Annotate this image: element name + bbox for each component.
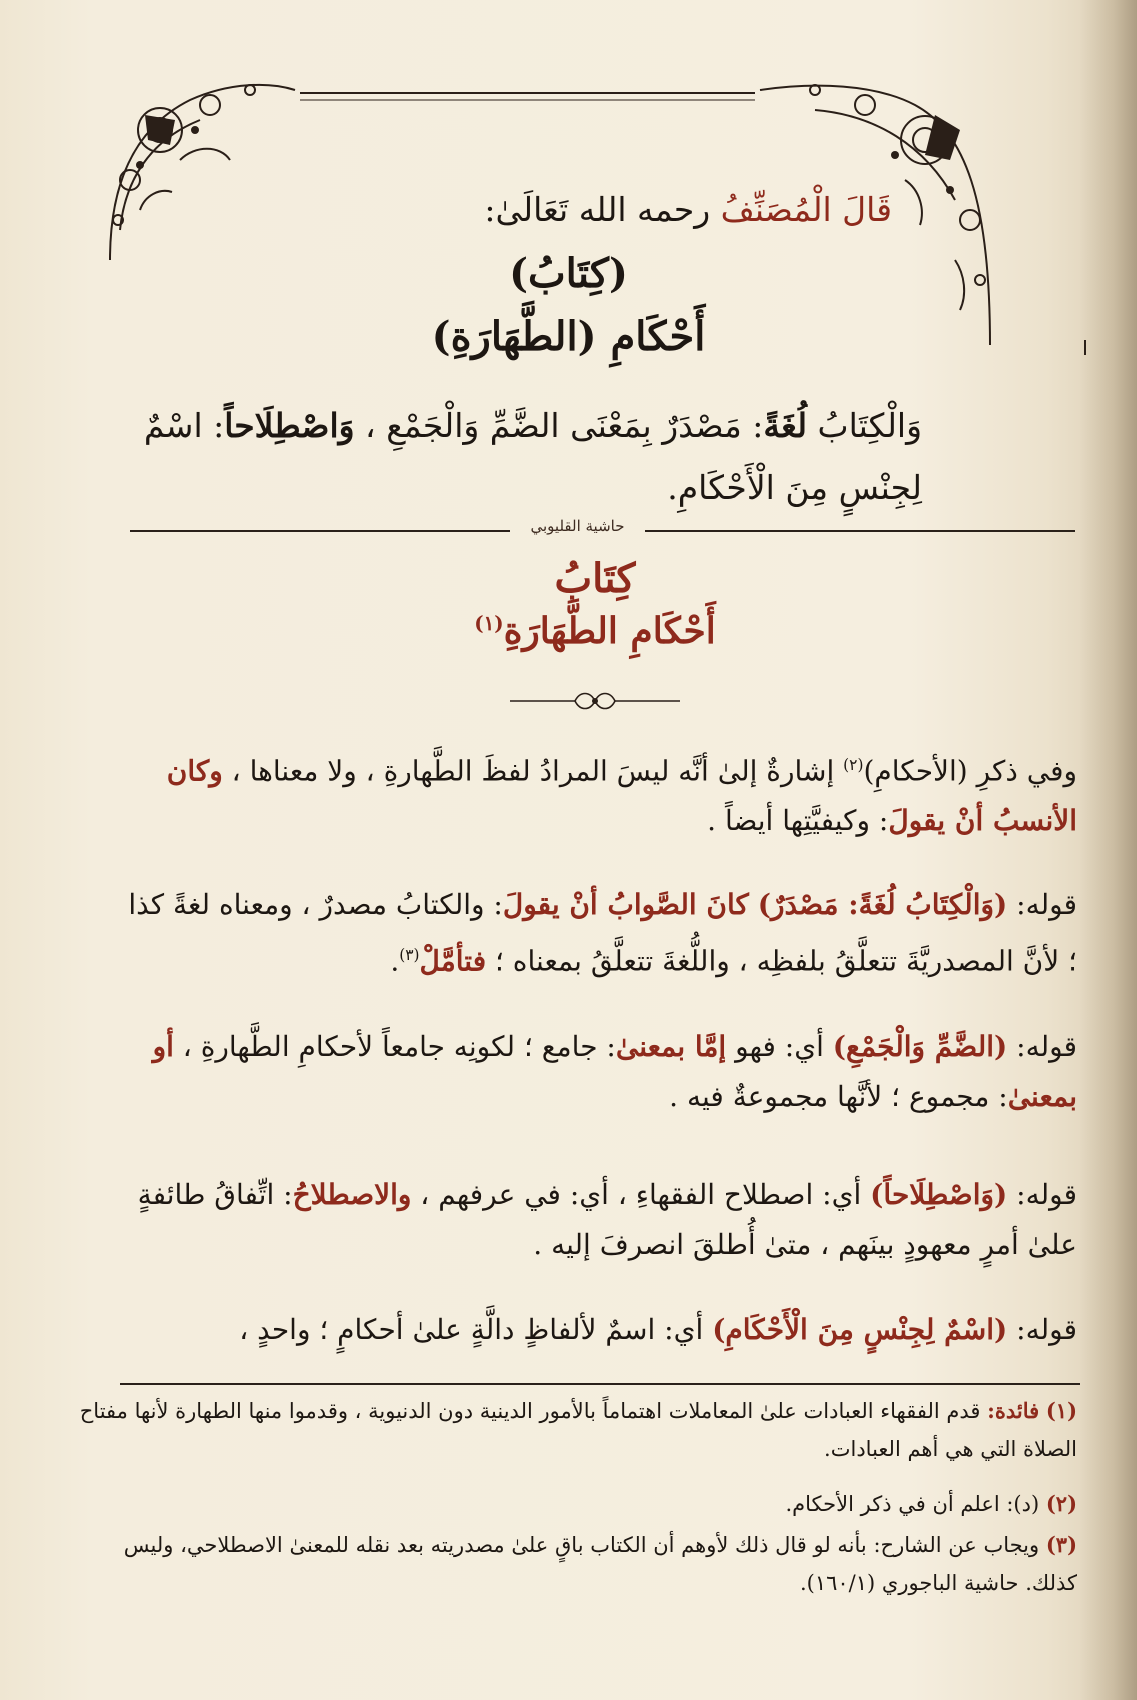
hashiya-paragraph-5 [127, 1305, 1077, 1355]
flourish-ornament-icon [505, 688, 685, 714]
intro-suffix: رحمه الله تَعَالَىٰ: [484, 190, 721, 229]
p3-g: : مجموع ؛ لأنَّها مجموعةٌ فيه . [669, 1080, 1008, 1113]
p2-g: . [390, 944, 400, 978]
p1-c: وكان الأنسبُ أنْ يقولَ [166, 754, 1077, 838]
p1-d: : وكيفيَّتِها أيضاً . [707, 804, 889, 838]
p1-b: إشارةٌ إلىٰ أنَّه ليسَ المرادُ لفظَ الطَّهارةِ ، ولا معناها ، [222, 754, 844, 788]
author-label: قَالَ الْمُصَنِّفُ [720, 190, 892, 229]
p3-e: : جامع ؛ لكونِه جامعاً لأحكامِ الطَّهارةِ ، [173, 1030, 616, 1063]
hashiya-divider [130, 517, 1075, 547]
matn-body-a: وَالْكِتَابُ [807, 406, 922, 445]
p4-c: أي: اصطلاح الفقهاءِ ، أي: في عرفهم ، [411, 1178, 871, 1211]
p2-c [749, 888, 758, 921]
hashiya-paragraph-4 [127, 1170, 1077, 1270]
footnote-ref-2: (٢) [843, 756, 864, 774]
p1-a: وفي ذكرِ (الأحكامِ) [863, 754, 1077, 788]
footnote-2 [77, 1485, 1077, 1523]
hashiya-paragraph-2 [127, 880, 1077, 986]
footnote-1-number: (١) [1045, 1398, 1077, 1423]
p3-f: أو بمعنىٰ [152, 1030, 1077, 1113]
footnote-ref-3: (٣) [399, 946, 420, 964]
hashiya-ahkam-heading [470, 610, 720, 652]
matn-ahkam-heading: أَحْكَامِ (الطَّهَارَةِ) [431, 313, 706, 360]
footnote-3-text: ويجاب عن الشارح: بأنه لو قال ذلك لأوهم أن الكتاب باقٍ علىٰ مصدريته بعد نقله للمعنىٰ الاصطلاحي، وليس كذلك. حاشية الباجوري (١٦٠/١). [123, 1533, 1077, 1595]
p2-d: كانَ الصَّوابُ أنْ يقولَ [502, 888, 749, 921]
p3-a: قوله: [1007, 1030, 1077, 1063]
p3-d: إمَّا بمعنىٰ [615, 1030, 727, 1063]
p4-b: (وَاصْطِلَاحاً) [870, 1178, 1008, 1211]
p3-c: أي: فهو [726, 1030, 833, 1063]
matn-body-e: : اسْمٌ لِجِنْسٍ مِنَ الْأَحْكَامِ. [143, 406, 922, 507]
p5-b: (اسْمٌ لِجِنْسٍ مِنَ الْأَحْكَامِ) [712, 1313, 1008, 1346]
p2-e: : والكتابُ مصدرٌ ، ومعناه لغةً كذا ؛ لأنَّ المصدريَّةَ تتعلَّقُ بلفظِه ، واللُّغةَ تتعلَّقُ بمعناه ؛ [128, 888, 1077, 978]
hashiya-ahkam-text: أَحْكَامِ الطَّهَارَةِ [503, 610, 716, 652]
p5-c: أي: اسمٌ لألفاظٍ دالَّةٍ علىٰ أحكامٍ ؛ واحدٍ ، [239, 1313, 713, 1346]
footnote-2-number: (٢) [1045, 1491, 1077, 1516]
p4-a: قوله: [1007, 1178, 1077, 1211]
p5-a: قوله: [1007, 1313, 1077, 1346]
p2-f: فتأمَّلْ [419, 944, 487, 978]
hashiya-paragraph-1 [127, 740, 1077, 846]
p2-a: قوله: [1007, 888, 1077, 921]
matn-body-b: لُغَةً [763, 406, 808, 445]
matn-body-c: : مَصْدَرٌ بِمَعْنَى الضَّمِّ وَالْجَمْعِ ، [354, 406, 764, 445]
footnote-rule [120, 1383, 1080, 1385]
footnote-1 [77, 1392, 1077, 1468]
hashiya-kitab-heading: كِتَابُ [554, 555, 636, 602]
divider-line-right [645, 530, 1075, 532]
divider-label: حاشية القليوبي [530, 517, 625, 535]
footnote-3-number: (٣) [1045, 1532, 1077, 1557]
p3-b: (الضَّمِّ وَالْجَمْعِ) [832, 1030, 1008, 1063]
hashiya-paragraph-3 [127, 1022, 1077, 1122]
footnote-1-text: قدم الفقهاء العبادات علىٰ المعاملات اهتماماً بالأمور الدينية دون الدنيوية ، وقدموا منها الطهارة لأنها مفتاح الصلاة التي هي أهم العبادات. [79, 1399, 1077, 1461]
matn-body [132, 395, 922, 519]
matn-kitab-heading: (كِتَابُ) [509, 250, 628, 297]
p2-b: (وَالْكِتَابُ لُغَةً: مَصْدَرٌ) [757, 888, 1008, 921]
footnote-1-label: فائدة: [987, 1398, 1040, 1423]
matn-body-d: وَاصْطِلَاحاً [224, 406, 355, 445]
footnote-3 [77, 1526, 1077, 1602]
p4-e: : اتِّفاقُ طائفةٍ علىٰ أمرٍ معهودٍ بينَهم ، متىٰ أُطلقَ انصرفَ إليه . [137, 1178, 1077, 1261]
matn-intro [192, 190, 892, 229]
divider-line-left [130, 530, 510, 532]
frame-lines [0, 0, 1137, 360]
footnote-ref-1: (١) [474, 611, 504, 635]
footnote-2-text: (د): اعلم أن في ذكر الأحكام. [785, 1492, 1046, 1516]
p4-d: والاصطلاحُ [292, 1178, 412, 1211]
